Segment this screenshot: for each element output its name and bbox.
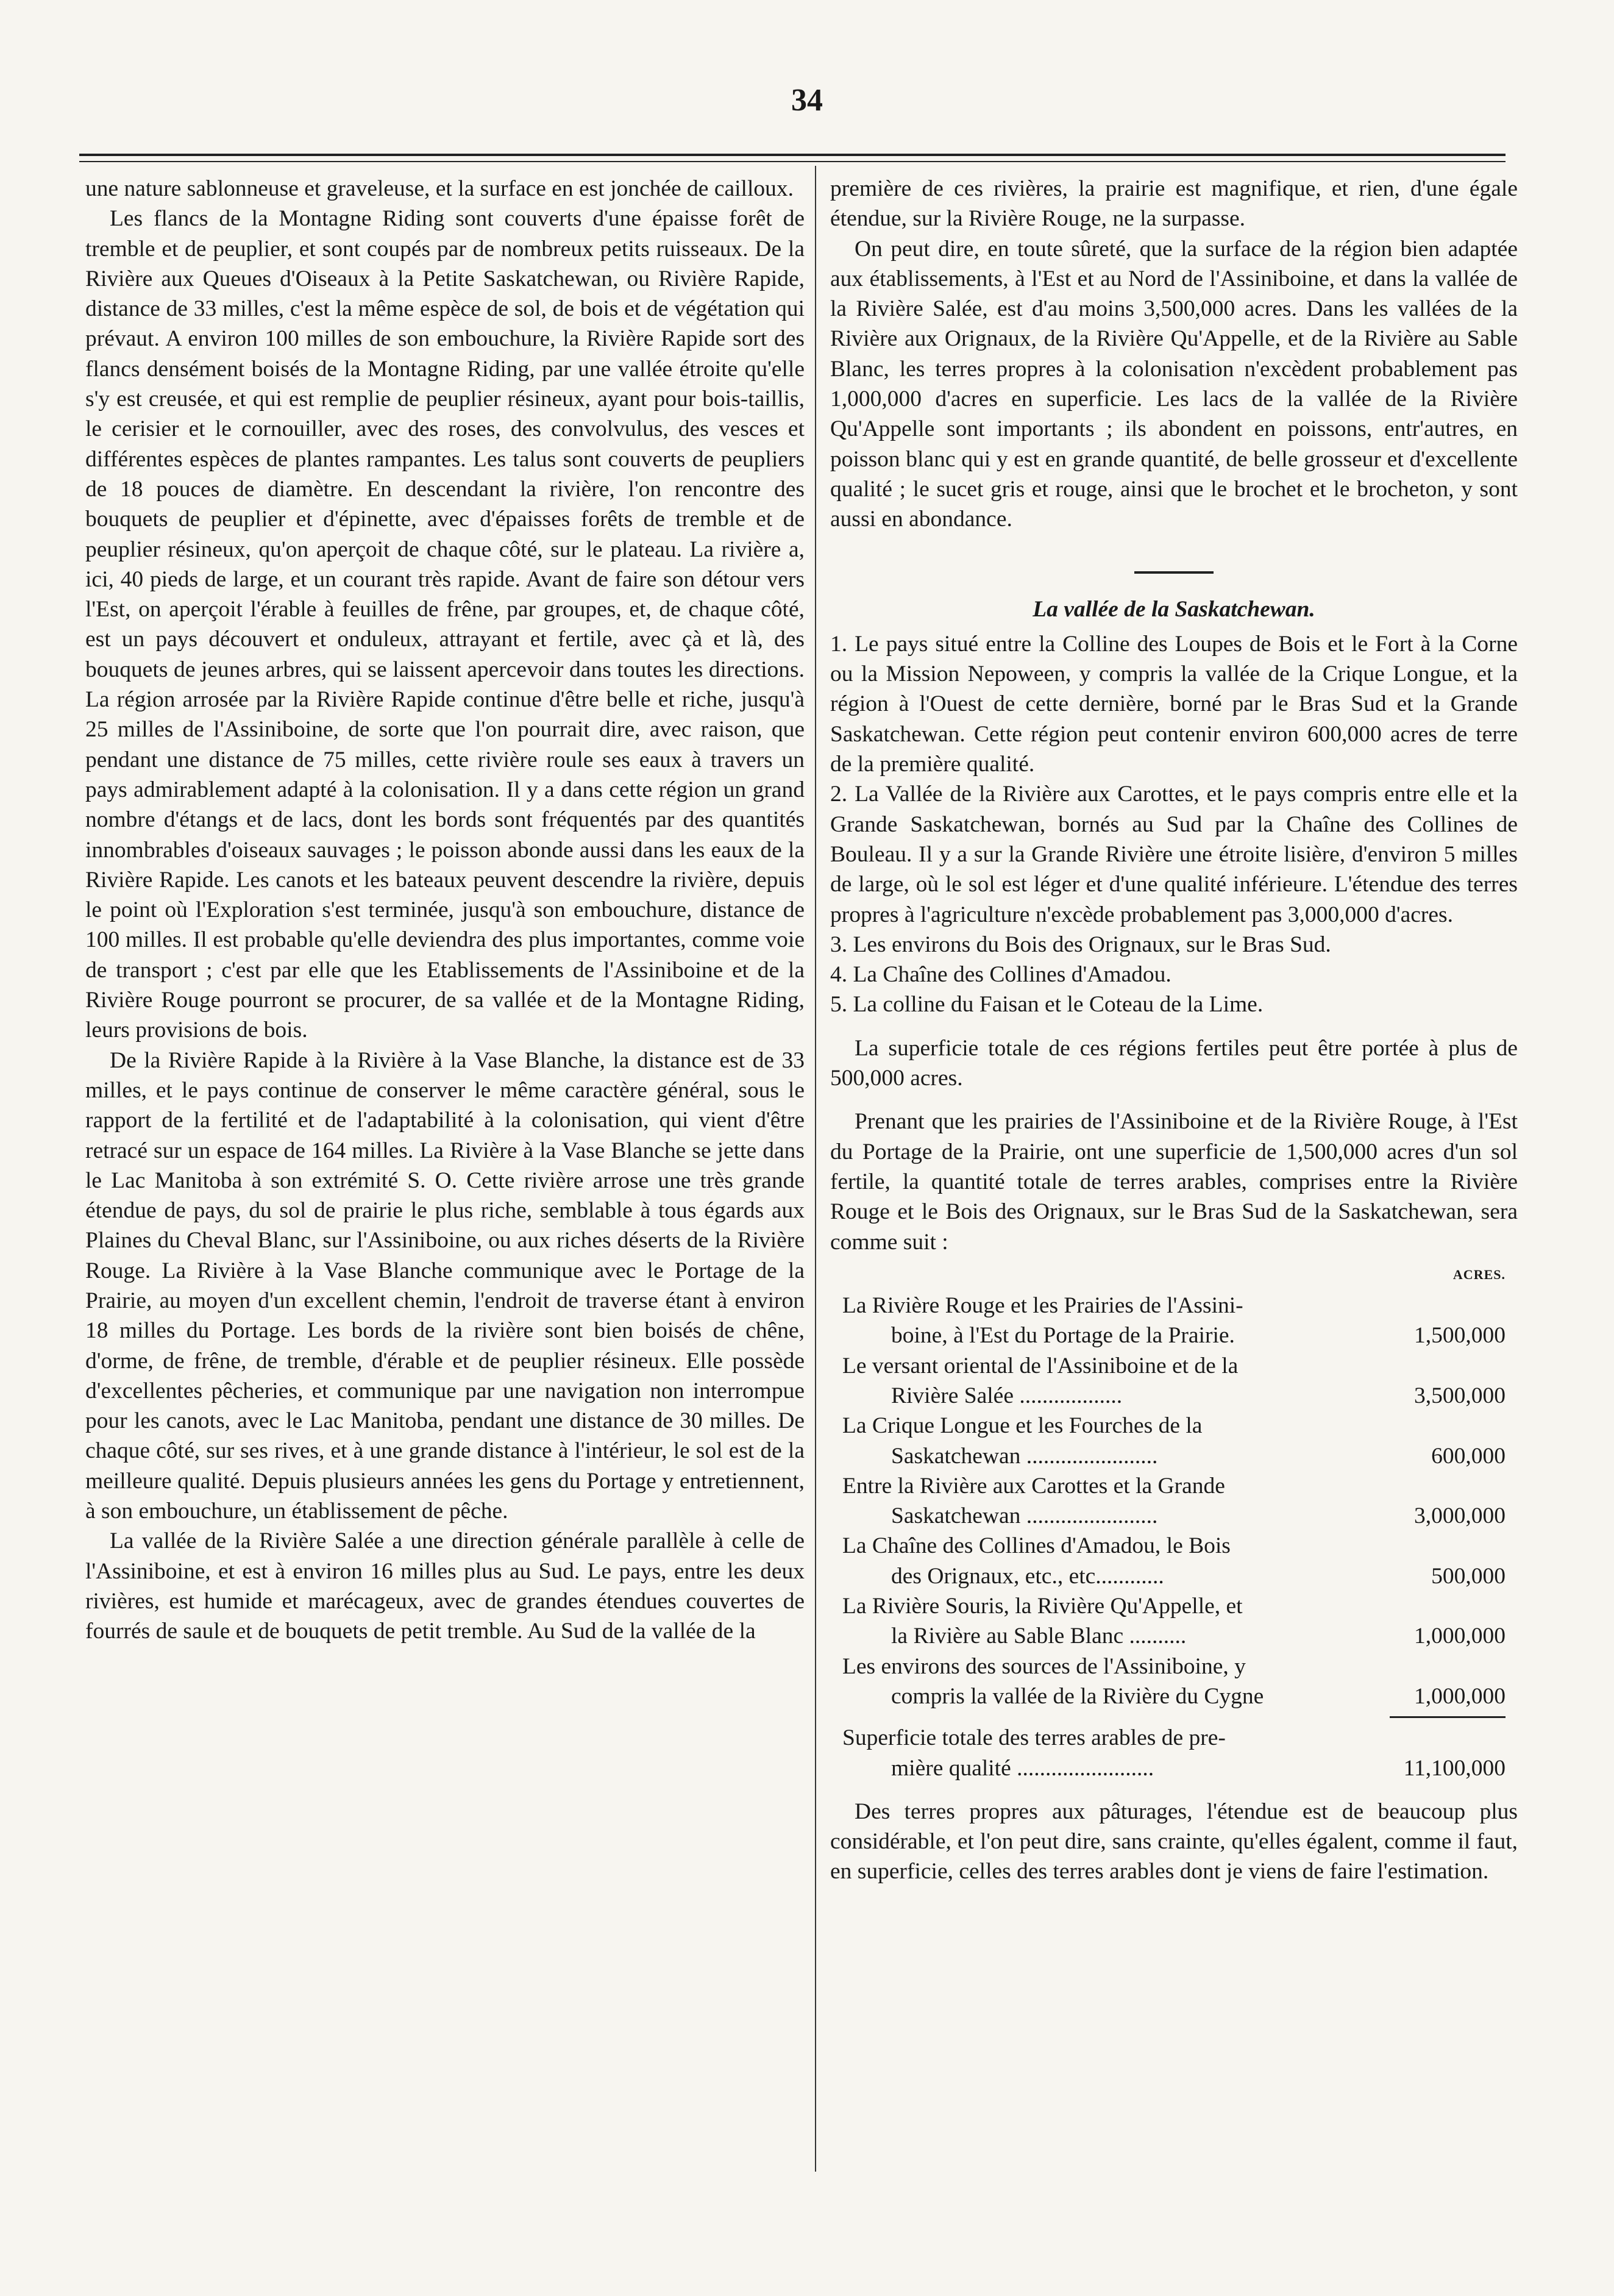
section-separator	[1134, 571, 1214, 574]
paragraph: On peut dire, en toute sûreté, que la surface de la région bien adaptée aux établissements, à l'Est et au Nord de l'Assiniboine, et dans la vallée de la Rivière Salée, est d'au moins 3,500,000 acres. Dans les vallées de la Rivière aux Orignaux, de la Rivière Qu'Appelle, et de la Rivière au Sable Blanc, les terres propres à la colonisation n'excèdent probablement pas 1,000,000 d'acres en superficie. Les lacs de la vallée de la Rivière Qu'Appelle sont importants ; ils abondent en poissons, entr'autres, en poisson blanc qui y est en grande quantité, de belle grosseur et d'excellente qualité ; le sucet gris et rouge, ainsi que le brochet et le brocheton, y sont aussi en abondance.	[830, 236, 1518, 532]
total-value: 11,100,000	[1403, 1755, 1506, 1781]
paragraph: Prenant que les prairies de l'Assiniboine et de la Rivière Rouge, à l'Est du Portage de la Prairie, ont une superficie de 1,500,000 acres d'un sol fertile, la quantité totale de terres arables, comprises entre la Rivière Rouge et le Bois des Orignaux, sur le Bras Sud de la Saskatchewan, sera comme suit :	[830, 1109, 1518, 1255]
row-label-cont: boine, à l'Est du Portage de la Prairie.	[891, 1323, 1235, 1349]
paragraph: Les flancs de la Montagne Riding sont couverts d'une épaisse forêt de tremble et de peuplier, et sont coupés par de nombreux petits ruisseaux. De la Rivière aux Queues d'Oiseaux à la Petite Saskatchewan, ou Rivière Rapide, distance de 33 milles, c'est la même espèce de sol, de bois et de végétation qui prévaut. A environ 100 milles de son embouchure, la Rivière Rapide sort des flancs densément boisés de la Montagne Riding, par une vallée étroite qu'elle s'y est creusée, et qui est remplie de peuplier résineux, ayant pour bois-taillis, le cerisier et le cornouiller, avec des roses, des convolvulus, des vesces et différentes espèces de plantes rampantes. Les talus sont couverts de peupliers de 18 pouces de diamètre. En descendant la rivière, l'on rencontre des bouquets de peuplier et d'épinette, avec d'épaisses forêts de tremble et de peuplier résineux, qu'on aperçoit de chaque côté, sur le plateau. La rivière a, ici, 40 pieds de large, et un courant très rapide. Avant de faire son détour vers l'Est, on aperçoit l'érable à feuilles de frêne, par groupes, et, de chaque côté, est un pays découvert et onduleux, attrayant et fertile, avec çà et là, des bouquets de jeunes arbres, qui se laissent apercevoir dans toutes les directions. La région arrosée par la Rivière Rapide continue d'être belle et riche, jusqu'à 25 milles de l'Assiniboine, de sorte que l'on pourrait dire, avec raison, que pendant une distance de 75 milles, cette rivière roule ses eaux à travers un pays admirablement adapté à la colonisation. Il y a dans cette région un grand nombre d'étangs et de lacs, dont les bords sont fréquentés par des quantités innombrables d'oiseaux sauvages ; le poisson abonde aussi dans les eaux de la Rivière Rapide. Les canots et les bateaux peuvent descendre la rivière, depuis le point où l'Exploration s'est terminée, jusqu'à son embouchure, distance de 100 milles. Il est probable qu'elle deviendra des plus importantes, comme voie de transport ; c'est par elle que les Etablissements de l'Assiniboine et de la Rivière Rouge pourront se procurer, de sa vallée et de la Montagne Riding, leurs provisions de bois.	[85, 206, 805, 1043]
table-total-row	[830, 1723, 1518, 1783]
row-value: 600,000	[1431, 1443, 1506, 1469]
paragraph: une nature sablonneuse et graveleuse, et la surface en est jonchée de cailloux.	[85, 176, 794, 201]
table-row	[830, 1591, 1518, 1652]
table-row	[830, 1652, 1518, 1712]
row-label: Entre la Rivière aux Carottes et la Grande	[842, 1473, 1225, 1499]
list-item: 2. La Vallée de la Rivière aux Carottes, et le pays compris entre elle et la Grande Saskatchewan, bornés au Sud par la Chaîne des Collines de Bouleau. Il y a sur la Grande Rivière une étroite lisière, d'environ 5 milles de large, où le sol est léger et d'une qualité inférieure. L'étendue des terres propres à l'agriculture n'excède probablement pas 3,000,000 d'acres.	[830, 782, 1518, 927]
paragraph: Des terres propres aux pâturages, l'étendue est de beaucoup plus considérable, et l'on peut dire, sans crainte, qu'elles égalent, comme il faut, en superficie, celles des terres arables dont je viens de faire l'estimation.	[830, 1799, 1518, 1884]
row-label: La Chaîne des Collines d'Amadou, le Bois	[842, 1533, 1231, 1559]
row-label-cont: Saskatchewan .......................	[891, 1443, 1158, 1469]
row-label: La Rivière Rouge et les Prairies de l'Assini-	[842, 1293, 1243, 1319]
list-item: 4. La Chaîne des Collines d'Amadou.	[830, 962, 1171, 988]
list-item: 5. La colline du Faisan et le Coteau de la Lime.	[830, 992, 1264, 1018]
total-label: Superficie totale des terres arables de pre-	[842, 1725, 1226, 1751]
row-value: 1,500,000	[1414, 1323, 1506, 1349]
row-label-cont: compris la vallée de la Rivière du Cygne	[891, 1683, 1264, 1709]
header-rule	[79, 154, 1506, 156]
row-value: 1,000,000	[1414, 1624, 1506, 1649]
table-row	[830, 1411, 1518, 1471]
row-label: Les environs des sources de l'Assiniboine, y	[842, 1653, 1246, 1679]
page-number: 34	[791, 83, 823, 118]
paragraph: La vallée de la Rivière Salée a une direction générale parallèle à celle de l'Assiniboine, et est à environ 16 milles plus au Sud. Le pays, entre les deux rivières, est humide et marécageux, avec de grandes étendues couvertes de fourrés de saule et de bouquets de petit tremble. Au Sud de la vallée de la	[85, 1528, 805, 1644]
row-label: La Crique Longue et les Fourches de la	[842, 1413, 1203, 1439]
column-divider	[815, 166, 816, 2172]
row-label: La Rivière Souris, la Rivière Qu'Appelle, et	[842, 1594, 1243, 1619]
table-row	[830, 1531, 1518, 1591]
acreage-table	[830, 1260, 1518, 1783]
section-heading: La vallée de la Saskatchewan.	[1033, 596, 1315, 622]
row-value: 3,000,000	[1414, 1503, 1506, 1529]
left-column	[85, 174, 805, 2259]
row-label-cont: Rivière Salée ..................	[891, 1383, 1123, 1408]
paragraph: La superficie totale de ces régions fertiles peut être portée à plus de 500,000 acres.	[830, 1035, 1518, 1091]
row-value: 500,000	[1431, 1563, 1506, 1589]
right-column	[830, 174, 1518, 2259]
sum-rule	[1390, 1716, 1506, 1718]
row-value: 3,500,000	[1414, 1383, 1506, 1408]
row-label-cont: la Rivière au Sable Blanc ..........	[891, 1624, 1187, 1649]
list-item: 1. Le pays situé entre la Colline des Loupes de Bois et le Fort à la Corne ou la Mission Nepoween, y compris la vallée de la Crique Longue, et la région à l'Ouest de cette dernière, borné par le Bras Sud et la Grande Saskatchewan. Cette région peut contenir environ 600,000 acres de terre de la première qualité.	[830, 631, 1518, 777]
row-label-cont: Saskatchewan .......................	[891, 1503, 1158, 1529]
table-row	[830, 1351, 1518, 1411]
list-item: 3. Les environs du Bois des Orignaux, sur le Bras Sud.	[830, 932, 1331, 957]
header-rule-thin	[79, 161, 1506, 162]
row-label-cont: des Orignaux, etc., etc............	[891, 1563, 1164, 1589]
table-unit-header: ACRES.	[1452, 1266, 1506, 1282]
table-row	[830, 1471, 1518, 1531]
total-label-cont: mière qualité ........................	[891, 1755, 1154, 1781]
paragraph: De la Rivière Rapide à la Rivière à la Vase Blanche, la distance est de 33 milles, et le pays continue de conserver le même caractère général, sous le rapport de la fertilité et de l'adaptabilité à la colonisation, qui vient d'être retracé sur un espace de 164 milles. La Rivière à la Vase Blanche se jette dans le Lac Manitoba à son extrémité S. O. Cette rivière arrose une très grande étendue de pays, du sol de prairie le plus riche, semblable à tous égards aux Plaines du Cheval Blanc, sur l'Assiniboine, ou aux riches déserts de la Rivière Rouge. La Rivière à la Vase Blanche communique avec le Portage de la Prairie, au moyen d'un excellent chemin, l'endroit de traverse étant à environ 18 milles du Portage. Les bords de la rivière sont bien boisés de chêne, d'orme, de frêne, de tremble, d'érable et de peuplier résineux. Elle possède d'excellentes pêcheries, et communique par une navigation non interrompue pour les canots, avec le Lac Manitoba, pendant une distance de 30 milles. De chaque côté, sur ses rives, et à une grande distance à l'intérieur, le sol est de la meilleure qualité. Depuis plusieurs années les gens du Portage y entretiennent, à son embouchure, un établissement de pêche.	[85, 1047, 805, 1524]
table-row	[830, 1291, 1518, 1351]
row-label: Le versant oriental de l'Assiniboine et de la	[842, 1353, 1239, 1378]
paragraph: première de ces rivières, la prairie est magnifique, et rien, d'une égale étendue, sur la Rivière Rouge, ne la surpasse.	[830, 176, 1518, 232]
row-value: 1,000,000	[1414, 1683, 1506, 1709]
